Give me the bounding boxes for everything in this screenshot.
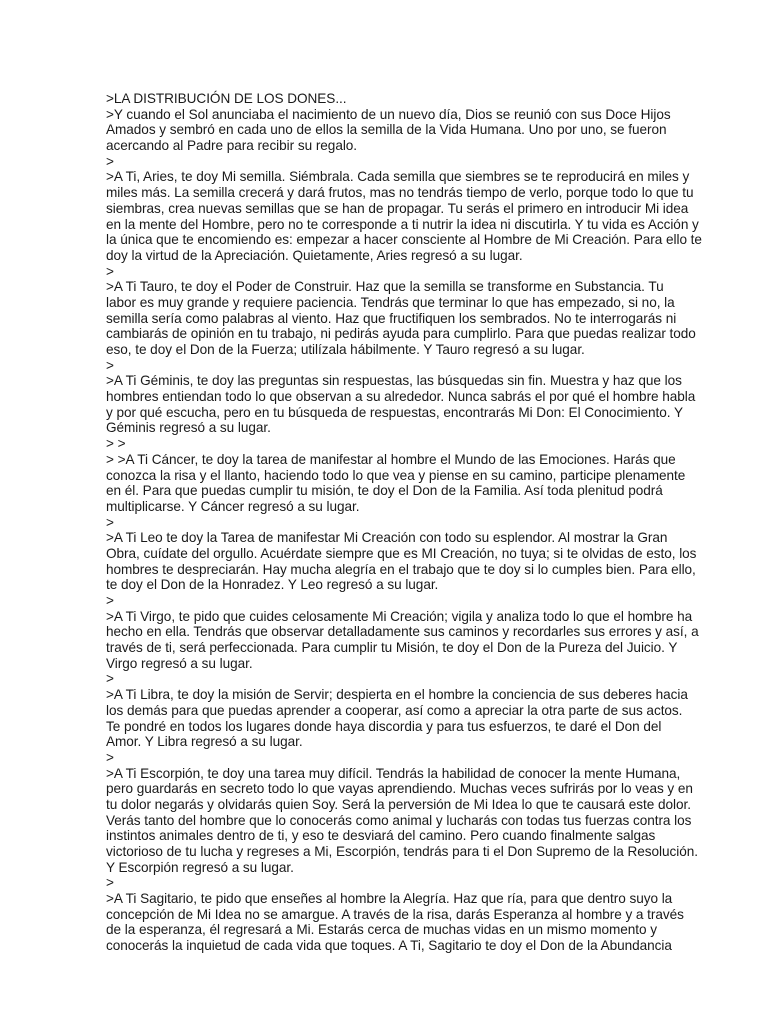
text-line: siembras, crea nuevas semillas que se han de propagar. Tu serás el primero en introducir Mi idea — [106, 200, 689, 216]
text-line: > — [106, 357, 114, 373]
text-line: > — [106, 875, 114, 891]
text-line: hecho en ella. Tendrás que observar detalladamente sus caminos y recordarles sus errores y así, a — [106, 624, 699, 640]
text-line: victorioso de tu lucha y regreses a Mi, Escorpión, tendrás para ti el Don Supremo de la Resolución. — [106, 844, 698, 859]
text-line: te doy el Don de la Honradez. Y Leo regresó a su lugar. — [106, 577, 439, 593]
text-line: tu dolor negarás y olvidarás quien Soy. Será la perversión de Mi Idea lo que te causará este dolor. — [106, 796, 691, 812]
text-line: > — [106, 514, 114, 530]
text-line: acercando al Padre para recibir su regalo. — [106, 138, 358, 154]
document-body — [106, 91, 702, 954]
text-line: >A Ti Libra, te doy la misión de Servir; despierta en el hombre la conciencia de sus deberes hacia — [106, 687, 688, 703]
text-line: > > — [106, 436, 126, 452]
text-line: concepción de Mi Idea no se amargue. A través de la risa, darás Esperanza al hombre y a través — [106, 906, 684, 922]
text-line: eso, te doy el Don de la Fuerza; utilízala hábilmente. Y Tauro regresó a su lugar. — [106, 342, 585, 357]
text-line: > >A Ti Cáncer, te doy la tarea de manifestar al hombre el Mundo de las Emociones. Harás que — [106, 451, 676, 467]
text-line: > — [106, 263, 114, 279]
text-line: semilla sería como palabras al viento. Haz que fructifiquen los sembrados. No te interrogarás ni — [106, 310, 677, 326]
text-line: > — [106, 749, 114, 765]
text-line: Obra, cuídate del orgullo. Acuérdate siempre que es MI Creación, no tuya; si te olvidas de esto, los — [106, 545, 697, 561]
text-line: Virgo regresó a su lugar. — [106, 655, 253, 671]
text-line: Amados y sembró en cada uno de ellos la semilla de la Vida Humana. Uno por uno, se fueron — [106, 122, 667, 138]
text-line: >A Ti, Aries, te doy Mi semilla. Siémbrala. Cada semilla que siembres se te reproducirá en miles y — [106, 169, 690, 185]
text-line: hombres entiendan todo lo que observan a su alrededor. Nunca sabrás el por qué el hombre habla — [106, 389, 696, 405]
text-line: > — [106, 153, 114, 169]
text-line: > — [106, 593, 114, 608]
text-line: > — [106, 671, 114, 687]
text-line: cambiarás de opinión en tu trabajo, ni pedirás ayuda para cumplirlo. Para que puedas realizar todo — [106, 326, 696, 342]
text-line: >A Ti Géminis, te doy las preguntas sin respuestas, las búsquedas sin fin. Muestra y haz que los — [106, 373, 682, 389]
text-line: los demás para que puedas aprender a cooperar, así como a apreciar la otra parte de sus actos. — [106, 702, 683, 718]
text-line: conozca la risa y el llanto, haciendo todo lo que vea y piense en su camino, participe plenamente — [106, 467, 686, 483]
text-line: >A Ti Tauro, te doy el Poder de Construir. Haz que la semilla se transforme en Substancia. Tu — [106, 279, 664, 295]
text-line: >A Ti Leo te doy la Tarea de manifestar Mi Creación con todo su esplendor. Al mostrar la Gran — [106, 530, 668, 546]
text-line: >LA DISTRIBUCIÓN DE LOS DONES... — [106, 91, 347, 106]
text-line: >A Ti Virgo, te pido que cuides celosamente Mi Creación; vigila y analiza todo lo que el hombre ha — [106, 608, 693, 624]
text-line: Te pondré en todos los lugares donde haya discordia y para tus esfuerzos, te daré el Don del — [106, 718, 662, 734]
text-line: conocerás la inquietud de cada vida que toques. A Ti, Sagitario te doy el Don de la Abundancia — [106, 938, 672, 954]
text-line: miles más. La semilla crecerá y dará frutos, mas no tendrás tiempo de verlo, porque todo lo que tu — [106, 185, 694, 201]
text-line: en él. Para que puedas cumplir tu misión, te doy el Don de la Familia. Así toda plenitud podrá — [106, 483, 663, 499]
text-line: doy la virtud de la Apreciación. Quietamente, Aries regresó a su lugar. — [106, 247, 523, 263]
text-line: >Y cuando el Sol anunciaba el nacimiento de un nuevo día, Dios se reunió con sus Doce Hijos — [106, 106, 671, 122]
text-line: >A Ti Sagitario, te pido que enseñes al hombre la Alegría. Haz que ría, para que dentro suyo la — [106, 891, 673, 907]
text-line: Géminis regresó a su lugar. — [106, 420, 271, 436]
text-line: y por qué escucha, pero en tu búsqueda de respuestas, encontrarás Mi Don: El Conocimiento. Y — [106, 404, 684, 420]
text-line: Amor. Y Libra regresó a su lugar. — [106, 734, 303, 750]
text-line: hombres te despreciarán. Hay mucha alegría en el trabajo que te doy si lo cumples bien. Para ello, — [106, 561, 696, 577]
text-line: de la esperanza, él regresará a Mi. Estarás cerca de muchas vidas en un mismo momento y — [106, 922, 657, 938]
text-line: multiplicarse. Y Cáncer regresó a su lugar. — [106, 498, 360, 514]
text-line: en la mente del Hombre, pero no te corresponde a ti nutrir la idea ni discutirla. Y tu vida es Acción y — [106, 216, 699, 232]
text-line: Y Escorpión regresó a su lugar. — [106, 859, 294, 875]
text-line: la única que te encomiendo es: empezar a hacer consciente al Hombre de Mi Creación. Para ello te — [106, 232, 702, 248]
text-line: >A Ti Escorpión, te doy una tarea muy difícil. Tendrás la habilidad de conocer la mente Humana, — [106, 765, 681, 781]
text-line: Verás tanto del hombre que lo conocerás como animal y lucharás con todas tus fuerzas contra los — [106, 812, 692, 828]
text-line: pero guardarás en secreto todo lo que vayas aprendiendo. Muchas veces sufrirás por lo veas y en — [106, 781, 693, 797]
text-line: labor es muy grande y requiere paciencia. Tendrás que terminar lo que has empezado, si no, la — [106, 294, 675, 310]
text-line: instintos animales dentro de ti, y eso te desviará del camino. Pero cuando finalmente salgas — [106, 828, 656, 844]
text-line: través de ti, será perfeccionada. Para cumplir tu Misión, te doy el Don de la Pureza del Juicio. Y — [106, 640, 678, 656]
